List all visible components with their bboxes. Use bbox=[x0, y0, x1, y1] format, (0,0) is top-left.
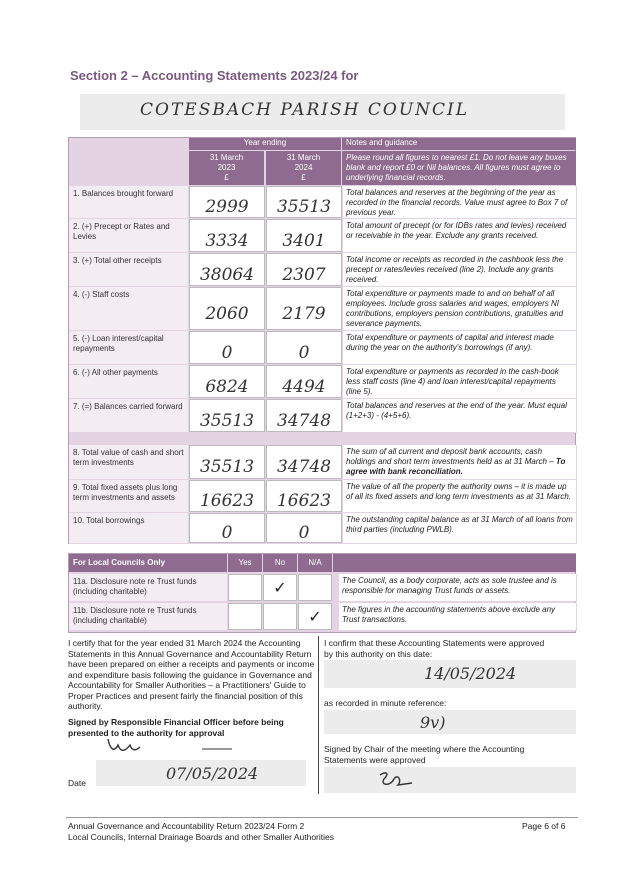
row-label: 4. (-) Staff costs bbox=[69, 287, 188, 330]
row-label: 8. Total value of cash and short term investments bbox=[69, 445, 188, 479]
row-guidance bbox=[343, 365, 576, 398]
year-ending-header: Year ending bbox=[189, 138, 341, 150]
yes-checkbox[interactable] bbox=[228, 603, 262, 630]
value-2024: 3401 bbox=[266, 219, 342, 252]
footer-line1: Annual Governance and Accountability Return 2023/24 Form 2 bbox=[68, 821, 305, 831]
value-2024: 2179 bbox=[266, 287, 342, 330]
value-2024: 2307 bbox=[266, 253, 342, 286]
trust-fund-guidance: The Council, as a body corporate, acts as sole trustee and is responsible for managing Trust funds or assets. bbox=[339, 574, 576, 601]
trust-fund-label: 11b. Disclosure note re Trust funds (including charitable) bbox=[69, 603, 227, 630]
row-label: 10. Total borrowings bbox=[69, 513, 188, 543]
date-label: Date bbox=[68, 778, 86, 788]
value-2023: 0 bbox=[189, 331, 265, 364]
approval-confirmation-text: I confirm that these Accounting Statements were approved by this authority on this date: bbox=[324, 638, 545, 659]
signature-divider bbox=[318, 636, 319, 794]
row-guidance bbox=[343, 287, 576, 330]
council-name: COTESBACH PARISH COUNCIL bbox=[140, 100, 470, 120]
value-2023: 35513 bbox=[189, 399, 265, 432]
trust-fund-row bbox=[69, 574, 577, 602]
notes-header: Notes and guidance bbox=[342, 138, 576, 150]
row-guidance bbox=[343, 399, 576, 432]
row-label: 6. (-) All other payments bbox=[69, 365, 188, 398]
value-2023: 0 bbox=[189, 513, 265, 543]
guidance-text: Total amount of precept (or for IDBs rates and levies) received or receivable in the year. Exclude any grants received. bbox=[346, 221, 567, 240]
value-2024: 4494 bbox=[266, 365, 342, 398]
statement-row bbox=[69, 399, 577, 433]
rfo-date-value: 07/05/2024 bbox=[166, 764, 259, 783]
row-guidance bbox=[343, 253, 576, 286]
statement-row bbox=[69, 331, 577, 365]
footer-page-number: Page 6 of 6 bbox=[522, 821, 566, 831]
chair-signature-box bbox=[324, 767, 576, 793]
value-2024: 16623 bbox=[266, 480, 342, 512]
yes-checkbox[interactable] bbox=[228, 574, 262, 601]
council-name-box bbox=[80, 94, 565, 130]
minute-reference-box bbox=[324, 710, 576, 734]
row-label: 3. (+) Total other receipts bbox=[69, 253, 188, 286]
rfo-certification-text: I certify that for the year ended 31 March 2024 the Accounting Statements in this Annual Governance and Accountability Return have been prepared on either a receipts and payments or income and expenditure basis following the guidance in Governance and Accountability for Smaller Authorities – a Practitioners' Guide to Proper Practices and present fairly the financial position of this authority. bbox=[68, 638, 315, 711]
guidance-text: Total expenditure or payments as recorded in the cash-book less staff costs (line 4) and loan interest/capital repayments (line 5). bbox=[346, 367, 559, 396]
statement-row bbox=[69, 287, 577, 331]
row-guidance bbox=[343, 331, 576, 364]
value-2023: 2999 bbox=[189, 186, 265, 218]
yes-header: Yes bbox=[228, 554, 262, 572]
value-2024: 0 bbox=[266, 331, 342, 364]
guidance-text: The outstanding capital balance as at 31 March of all loans from third parties (including PWLB). bbox=[346, 515, 573, 534]
value-2024: 34748 bbox=[266, 445, 342, 479]
rfo-signature-icon bbox=[100, 735, 250, 757]
guidance-text: Total expenditure or payments of capital and interest made during the year on the authority's borrowings (if any). bbox=[346, 333, 554, 352]
row-label: 5. (-) Loan interest/capital repayments bbox=[69, 331, 188, 364]
row-guidance bbox=[343, 219, 576, 252]
chair-signed-label: Signed by Chair of the meeting where the Accounting Statements were approved bbox=[324, 744, 525, 765]
minute-reference-value: 9v) bbox=[420, 713, 446, 732]
value-2023: 6824 bbox=[189, 365, 265, 398]
value-2023: 38064 bbox=[189, 253, 265, 286]
local-councils-table bbox=[68, 553, 576, 633]
row-guidance bbox=[343, 445, 576, 479]
statement-row bbox=[69, 513, 577, 544]
date-box bbox=[96, 760, 306, 786]
local-councils-header-fill bbox=[333, 554, 576, 572]
col-2023-header: 31 March 2023 £ bbox=[189, 151, 264, 185]
value-2024: 0 bbox=[266, 513, 342, 543]
guidance-text: Total expenditure or payments made to and on behalf of all employees. Include gross salaries and wages, employers NI contributions, employers pension contributions, gratuities and severance payments. bbox=[346, 289, 564, 328]
guidance-emphasis: To agree with bank reconciliation. bbox=[346, 457, 566, 476]
value-2023: 3334 bbox=[189, 219, 265, 252]
row-label: 2. (+) Precept or Rates and Levies bbox=[69, 219, 188, 252]
statement-row bbox=[69, 186, 577, 219]
statement-row bbox=[69, 365, 577, 399]
section-title: Section 2 – Accounting Statements 2023/24 for bbox=[70, 68, 359, 83]
na-checkbox[interactable] bbox=[298, 574, 332, 601]
no-header: No bbox=[263, 554, 297, 572]
guidance-text: Total balances and reserves at the beginning of the year as recorded in the financial records. Value must agree to Box 7 of previous year. bbox=[346, 188, 568, 217]
row-label: 1. Balances brought forward bbox=[69, 186, 188, 218]
local-councils-header: For Local Councils Only bbox=[69, 554, 227, 572]
row-guidance bbox=[343, 480, 576, 512]
trust-fund-guidance: The figures in the accounting statements above exclude any Trust transactions. bbox=[339, 603, 576, 630]
row-label: 7. (=) Balances carried forward bbox=[69, 399, 188, 432]
footer-rule bbox=[66, 817, 578, 818]
footer-line2: Local Councils, Internal Drainage Boards and other Smaller Authorities bbox=[68, 832, 335, 842]
minute-reference-label: as recorded in minute reference: bbox=[324, 698, 447, 708]
row-guidance bbox=[343, 513, 576, 543]
chair-signature-icon bbox=[324, 767, 576, 793]
guidance-text: The value of all the property the authority owns – it is made up of all its fixed assets and long term investments as at 31 March. bbox=[346, 482, 571, 501]
trust-fund-label: 11a. Disclosure note re Trust funds (including charitable) bbox=[69, 574, 227, 601]
no-checkbox[interactable] bbox=[263, 603, 297, 630]
value-2024: 35513 bbox=[266, 186, 342, 218]
trust-fund-row bbox=[69, 603, 577, 631]
value-2024: 34748 bbox=[266, 399, 342, 432]
value-2023: 35513 bbox=[189, 445, 265, 479]
guidance-text: The sum of all current and deposit bank accounts, cash holdings and short term investments held as at 31 March – bbox=[346, 447, 556, 466]
row-label: 9. Total fixed assets plus long term investments and assets bbox=[69, 480, 188, 512]
no-checkbox[interactable]: ✓ bbox=[263, 574, 297, 601]
na-checkbox[interactable]: ✓ bbox=[298, 603, 332, 630]
na-header: N/A bbox=[298, 554, 332, 572]
statement-row bbox=[69, 445, 577, 480]
rfo-signed-label: Signed by Responsible Financial Officer before being presented to the authority for approval bbox=[68, 717, 284, 738]
statement-row bbox=[69, 219, 577, 253]
approved-date-box bbox=[324, 660, 576, 688]
notes-guidance: Please round all figures to nearest £1. Do not leave any boxes blank and report £0 or Nil balances. All figures must agree to underlying financial records. bbox=[342, 151, 576, 185]
col-2024-header: 31 March 2024 £ bbox=[266, 151, 341, 185]
value-2023: 2060 bbox=[189, 287, 265, 330]
guidance-text: Total income or receipts as recorded in the cashbook less the precept or rates/levies received (line 2). Include any grants received. bbox=[346, 255, 564, 284]
value-2023: 16623 bbox=[189, 480, 265, 512]
rfo-signature-area bbox=[100, 735, 250, 757]
statement-row bbox=[69, 480, 577, 513]
guidance-text: Total balances and reserves at the end of the year. Must equal (1+2+3) - (4+5+6). bbox=[346, 401, 567, 420]
statement-row bbox=[69, 253, 577, 287]
accounting-statements-table bbox=[68, 137, 576, 544]
row-guidance bbox=[343, 186, 576, 218]
approved-date-value: 14/05/2024 bbox=[424, 664, 517, 683]
